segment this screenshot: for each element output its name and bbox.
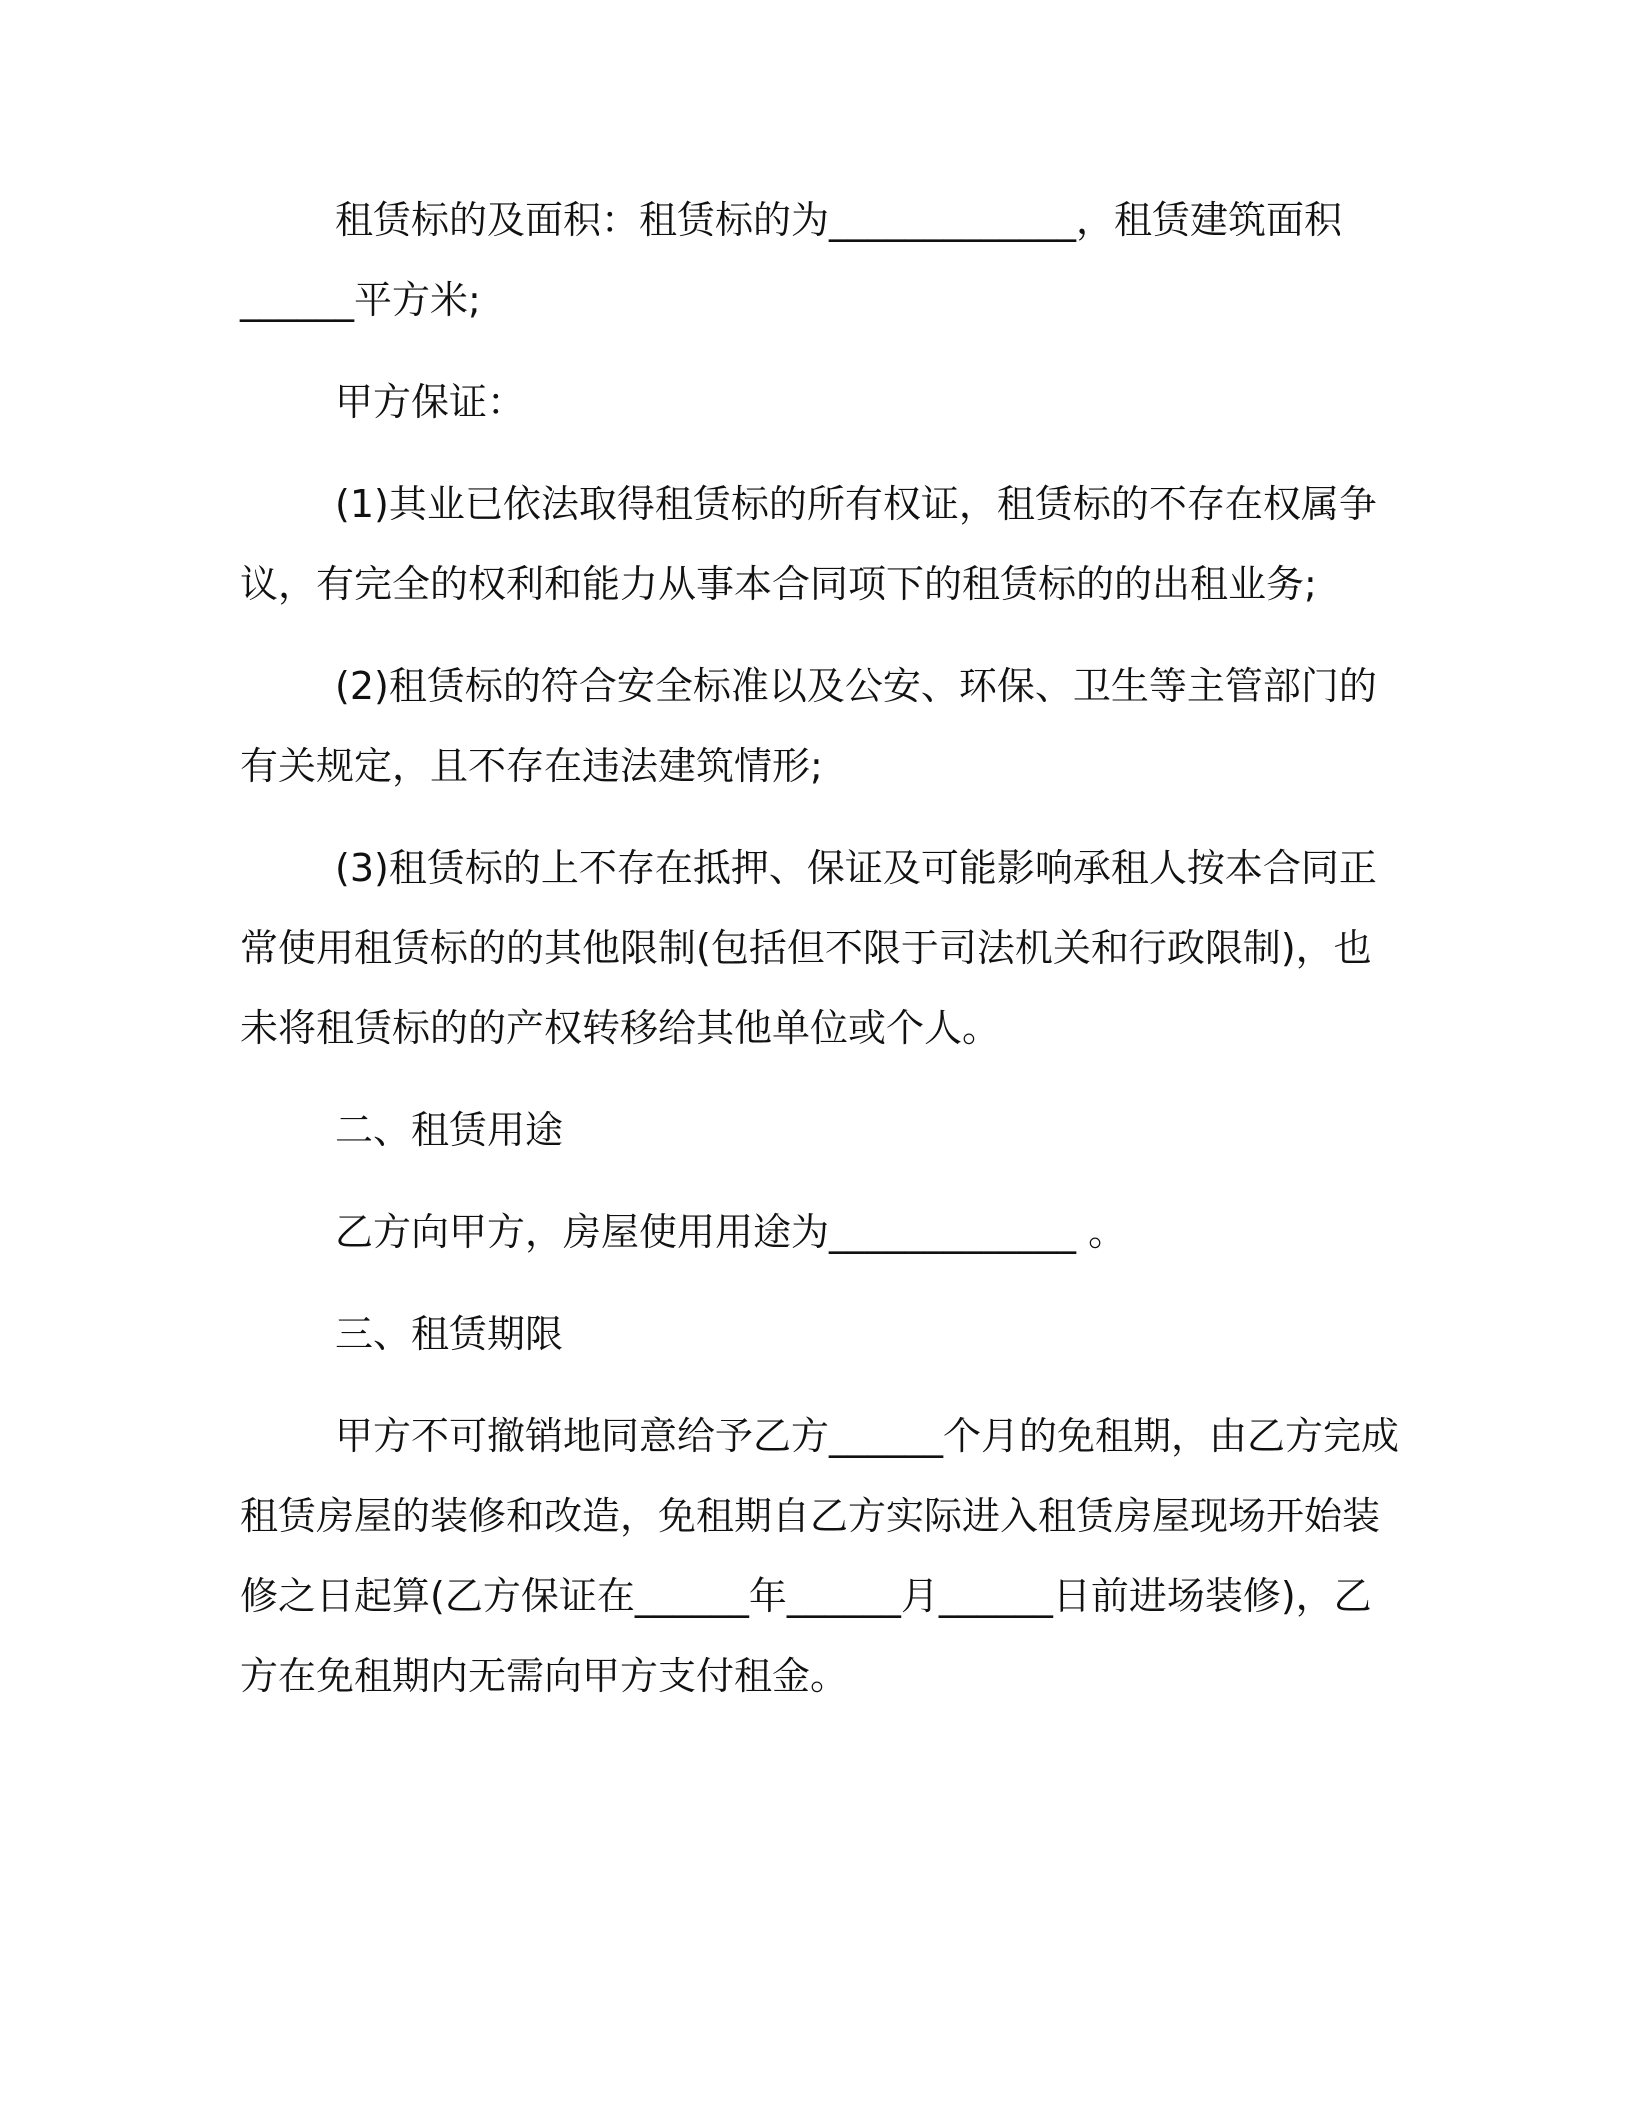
paragraph-lease-purpose: 乙方向甲方，房屋使用用途为_____________ 。 bbox=[335, 1210, 1127, 1254]
paragraph-guarantee-3: (3)租赁标的上不存在抵押、保证及可能影响承租人按本合同正常使用租赁标的的其他限制(包括但不限于司法机关和行政限制)，也未将租赁标的的产权转移给其他单位或个人。 bbox=[240, 846, 1377, 1050]
section-heading-lease-purpose: 二、租赁用途 bbox=[335, 1108, 564, 1152]
document-body bbox=[240, 180, 1400, 1738]
section-heading-lease-term: 三、租赁期限 bbox=[335, 1312, 564, 1356]
paragraph-lease-object-area: 租赁标的及面积：租赁标的为_____________，租赁建筑面积______平方米; bbox=[240, 198, 1343, 322]
paragraph-guarantee-1: (1)其业已依法取得租赁标的所有权证，租赁标的不存在权属争议，有完全的权利和能力从事本合同项下的租赁标的的出租业务; bbox=[240, 482, 1377, 606]
paragraph-party-a-guarantee: 甲方保证： bbox=[335, 380, 526, 424]
paragraph-guarantee-2: (2)租赁标的符合安全标准以及公安、环保、卫生等主管部门的有关规定，且不存在违法建筑情形; bbox=[240, 664, 1377, 788]
paragraph-rent-free-period: 甲方不可撤销地同意给予乙方______个月的免租期，由乙方完成租赁房屋的装修和改造，免租期自乙方实际进入租赁房屋现场开始装修之日起算(乙方保证在______年______月______日前进场装修)，乙方在免租期内无需向甲方支付租金。 bbox=[240, 1414, 1400, 1698]
